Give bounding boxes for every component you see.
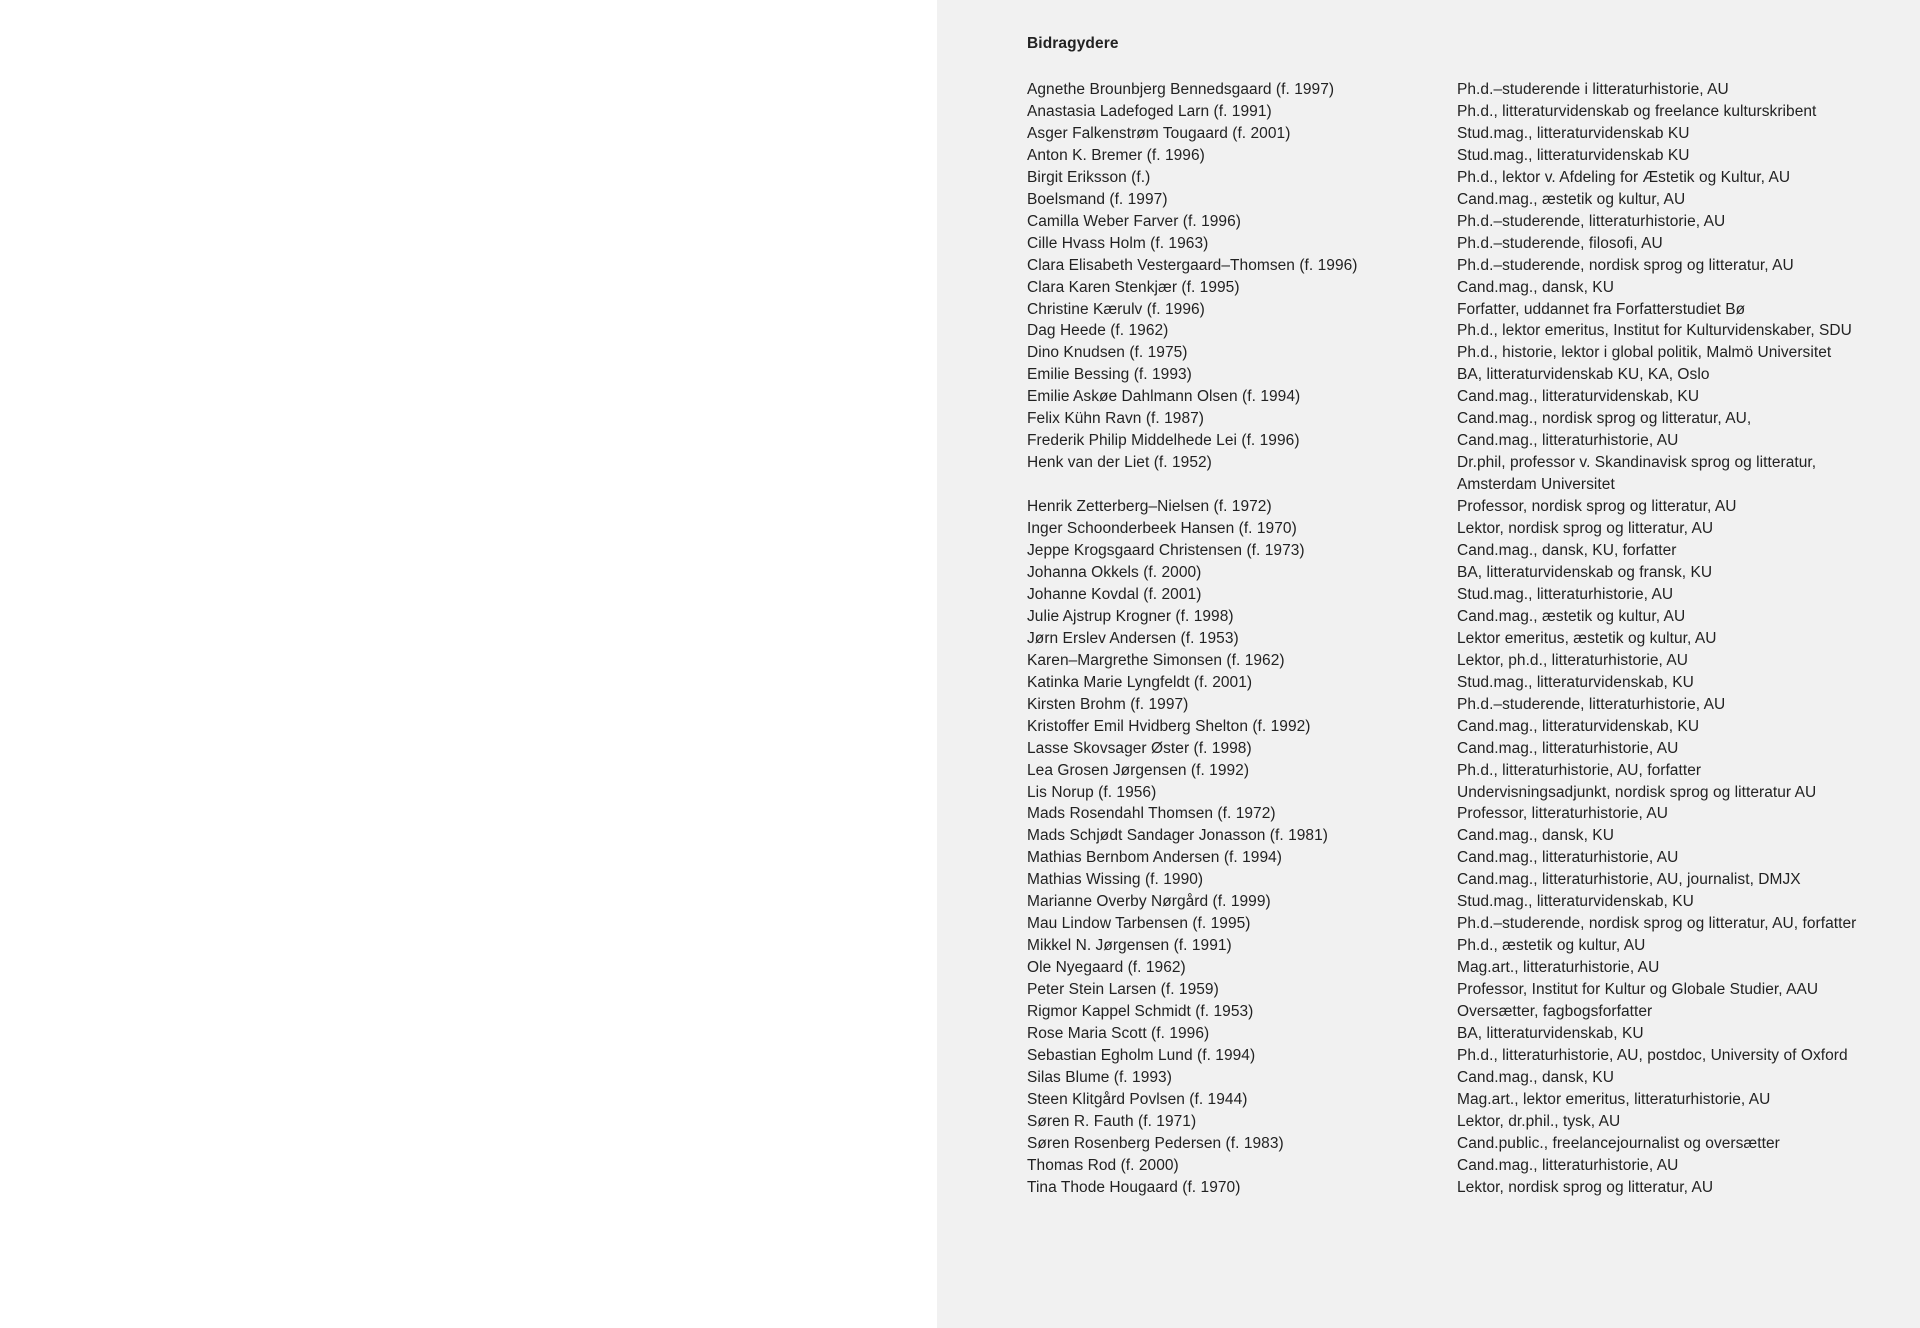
contributor-name: Lasse Skovsager Øster (f. 1998)	[1027, 739, 1252, 757]
left-page-blank	[0, 0, 937, 1328]
contributor-row	[1027, 299, 1907, 321]
contributor-row	[1027, 847, 1907, 869]
contributor-name: Lis Norup (f. 1956)	[1027, 783, 1157, 801]
contributor-description: BA, litteraturvidenskab KU, KA, Oslo	[1457, 366, 1710, 384]
contributor-row	[1027, 1023, 1907, 1045]
contributor-row	[1027, 320, 1907, 342]
contributor-name: Kristoffer Emil Hvidberg Shelton (f. 1992)	[1027, 717, 1311, 735]
contributor-description: Stud.mag., litteraturvidenskab KU	[1457, 124, 1690, 142]
contributor-name: Mads Schjødt Sandager Jonasson (f. 1981)	[1027, 827, 1328, 845]
contributor-name: Jørn Erslev Andersen (f. 1953)	[1027, 629, 1239, 647]
contributor-description: Cand.mag., litteraturhistorie, AU, journalist, DMJX	[1457, 871, 1801, 889]
contributor-row	[1027, 452, 1907, 496]
contributor-row	[1027, 760, 1907, 782]
contributor-name: Mads Rosendahl Thomsen (f. 1972)	[1027, 805, 1276, 823]
contributor-description: Ph.d., æstetik og kultur, AU	[1457, 937, 1646, 955]
contributor-name: Cille Hvass Holm (f. 1963)	[1027, 234, 1209, 252]
contributor-description: Cand.mag., litteraturhistorie, AU	[1457, 432, 1679, 450]
contributor-row	[1027, 1045, 1907, 1067]
contributor-description: Cand.mag., litteraturvidenskab, KU	[1457, 717, 1700, 735]
contributor-list	[1027, 79, 1907, 1199]
contributor-row	[1027, 189, 1907, 211]
contributor-name: Marianne Overby Nørgård (f. 1999)	[1027, 893, 1271, 911]
contributor-name: Julie Ajstrup Krogner (f. 1998)	[1027, 607, 1234, 625]
contributor-description: Lektor, nordisk sprog og litteratur, AU	[1457, 1178, 1714, 1196]
contributor-row	[1027, 803, 1907, 825]
contributor-name: Dino Knudsen (f. 1975)	[1027, 344, 1188, 362]
contributor-description: Ph.d.–studerende, nordisk sprog og litteratur, AU, forfatter	[1457, 915, 1857, 933]
contributor-description: Cand.mag., dansk, KU	[1457, 278, 1614, 296]
contributor-name: Mikkel N. Jørgensen (f. 1991)	[1027, 937, 1232, 955]
contributor-description: Stud.mag., litteraturhistorie, AU	[1457, 585, 1674, 603]
contributor-description: Forfatter, uddannet fra Forfatterstudiet Bø	[1457, 300, 1746, 318]
contributor-name: Karen–Margrethe Simonsen (f. 1962)	[1027, 651, 1285, 669]
contributor-description: Ph.d., lektor emeritus, Institut for Kulturvidenskaber, SDU	[1457, 322, 1852, 340]
contributor-description: BA, litteraturvidenskab, KU	[1457, 1024, 1644, 1042]
contributor-description: Ph.d.–studerende, nordisk sprog og litteratur, AU	[1457, 256, 1794, 274]
contributor-description: Lektor, nordisk sprog og litteratur, AU	[1457, 520, 1714, 538]
contributor-description: Cand.mag., dansk, KU, forfatter	[1457, 542, 1677, 560]
contributor-description: Cand.mag., litteraturhistorie, AU	[1457, 1156, 1679, 1174]
contributor-row	[1027, 167, 1907, 189]
contributor-description: Professor, nordisk sprog og litteratur, AU	[1457, 498, 1737, 516]
contributor-row	[1027, 825, 1907, 847]
contributor-row	[1027, 364, 1907, 386]
contributor-name: Kirsten Brohm (f. 1997)	[1027, 695, 1189, 713]
contributor-description: Lektor emeritus, æstetik og kultur, AU	[1457, 629, 1717, 647]
contributor-row	[1027, 255, 1907, 277]
contributor-description: Stud.mag., litteraturvidenskab, KU	[1457, 673, 1694, 691]
contributor-description: Dr.phil, professor v. Skandinavisk sprog og litteratur, Amsterdam Universitet	[1457, 454, 1817, 494]
contributor-description: Stud.mag., litteraturvidenskab KU	[1457, 146, 1690, 164]
contributor-row	[1027, 408, 1907, 430]
contributor-row	[1027, 1001, 1907, 1023]
contributor-row	[1027, 672, 1907, 694]
contributor-name: Peter Stein Larsen (f. 1959)	[1027, 981, 1219, 999]
contributor-description: Cand.mag., dansk, KU	[1457, 1068, 1614, 1086]
contributor-description: Ph.d., historie, lektor i global politik, Malmö Universitet	[1457, 344, 1832, 362]
contributor-name: Asger Falkenstrøm Tougaard (f. 2001)	[1027, 124, 1291, 142]
contributor-description: Cand.mag., litteraturhistorie, AU	[1457, 739, 1679, 757]
contributor-row	[1027, 145, 1907, 167]
contributor-row	[1027, 518, 1907, 540]
contributor-name: Søren Rosenberg Pedersen (f. 1983)	[1027, 1134, 1284, 1152]
contributor-name: Jeppe Krogsgaard Christensen (f. 1973)	[1027, 542, 1305, 560]
contributor-name: Mau Lindow Tarbensen (f. 1995)	[1027, 915, 1251, 933]
contributor-name: Mathias Bernbom Andersen (f. 1994)	[1027, 849, 1283, 867]
contributor-description: Mag.art., lektor emeritus, litteraturhistorie, AU	[1457, 1090, 1771, 1108]
contributor-name: Anton K. Bremer (f. 1996)	[1027, 146, 1205, 164]
contributor-row	[1027, 562, 1907, 584]
contributor-description: Cand.mag., æstetik og kultur, AU	[1457, 190, 1686, 208]
contributor-description: Ph.d., litteraturhistorie, AU, postdoc, University of Oxford	[1457, 1046, 1848, 1064]
contributor-name: Dag Heede (f. 1962)	[1027, 322, 1169, 340]
contributor-name: Clara Elisabeth Vestergaard–Thomsen (f. 1996)	[1027, 256, 1358, 274]
contributor-description: Cand.mag., litteraturhistorie, AU	[1457, 849, 1679, 867]
contributor-description: Cand.mag., litteraturvidenskab, KU	[1457, 388, 1700, 406]
contributor-description: Cand.mag., dansk, KU	[1457, 827, 1614, 845]
contributor-name: Thomas Rod (f. 2000)	[1027, 1156, 1179, 1174]
contributor-row	[1027, 1155, 1907, 1177]
contributor-row	[1027, 430, 1907, 452]
contributor-row	[1027, 957, 1907, 979]
contributor-description: Cand.mag., æstetik og kultur, AU	[1457, 607, 1686, 625]
contributor-description: Undervisningsadjunkt, nordisk sprog og litteratur AU	[1457, 783, 1817, 801]
contributor-row	[1027, 211, 1907, 233]
contributor-row	[1027, 540, 1907, 562]
contributor-name: Rose Maria Scott (f. 1996)	[1027, 1024, 1210, 1042]
contributor-row	[1027, 496, 1907, 518]
contributor-name: Henk van der Liet (f. 1952)	[1027, 454, 1212, 472]
contributor-name: Clara Karen Stenkjær (f. 1995)	[1027, 278, 1240, 296]
contributor-description: Oversætter, fagbogsforfatter	[1457, 1003, 1653, 1021]
contributor-name: Rigmor Kappel Schmidt (f. 1953)	[1027, 1003, 1254, 1021]
contributor-description: Ph.d., litteraturhistorie, AU, forfatter	[1457, 761, 1702, 779]
contributor-row	[1027, 123, 1907, 145]
contributor-description: Ph.d.–studerende, filosofi, AU	[1457, 234, 1663, 252]
contributor-row	[1027, 584, 1907, 606]
contributor-name: Birgit Eriksson (f.)	[1027, 168, 1151, 186]
contributor-name: Lea Grosen Jørgensen (f. 1992)	[1027, 761, 1250, 779]
contributor-name: Christine Kærulv (f. 1996)	[1027, 300, 1205, 318]
contributor-name: Tina Thode Hougaard (f. 1970)	[1027, 1178, 1241, 1196]
contributor-description: Lektor, dr.phil., tysk, AU	[1457, 1112, 1621, 1130]
contributor-row	[1027, 979, 1907, 1001]
contributor-row	[1027, 233, 1907, 255]
contributor-row	[1027, 891, 1907, 913]
contributor-name: Steen Klitgård Povlsen (f. 1944)	[1027, 1090, 1248, 1108]
contributor-name: Henrik Zetterberg–Nielsen (f. 1972)	[1027, 498, 1272, 516]
contributor-row	[1027, 1133, 1907, 1155]
contributor-name: Felix Kühn Ravn (f. 1987)	[1027, 410, 1205, 428]
contributor-description: Ph.d.–studerende, litteraturhistorie, AU	[1457, 695, 1726, 713]
contributor-row	[1027, 738, 1907, 760]
contributor-name: Boelsmand (f. 1997)	[1027, 190, 1168, 208]
contributor-name: Emilie Bessing (f. 1993)	[1027, 366, 1192, 384]
contributor-description: BA, litteraturvidenskab og fransk, KU	[1457, 563, 1713, 581]
contributor-name: Silas Blume (f. 1993)	[1027, 1068, 1172, 1086]
page-heading: Bidragydere	[1027, 35, 1119, 52]
contributor-name: Agnethe Brounbjerg Bennedsgaard (f. 1997)	[1027, 81, 1335, 98]
contributor-description: Ph.d.–studerende, litteraturhistorie, AU	[1457, 212, 1726, 230]
contributor-row	[1027, 101, 1907, 123]
contributor-row	[1027, 342, 1907, 364]
contributor-row	[1027, 716, 1907, 738]
contributor-description: Ph.d.–studerende i litteraturhistorie, AU	[1457, 81, 1729, 98]
contributor-row	[1027, 1067, 1907, 1089]
contributor-name: Søren R. Fauth (f. 1971)	[1027, 1112, 1197, 1130]
contributor-description: Cand.mag., nordisk sprog og litteratur, AU,	[1457, 410, 1752, 428]
contributor-description: Mag.art., litteraturhistorie, AU	[1457, 959, 1660, 977]
contributor-name: Ole Nyegaard (f. 1962)	[1027, 959, 1186, 977]
contributor-name: Mathias Wissing (f. 1990)	[1027, 871, 1204, 889]
contributor-row	[1027, 386, 1907, 408]
contributor-name: Katinka Marie Lyngfeldt (f. 2001)	[1027, 673, 1253, 691]
contributor-row	[1027, 694, 1907, 716]
contributor-name: Johanne Kovdal (f. 2001)	[1027, 585, 1202, 603]
contributor-description: Ph.d., litteraturvidenskab og freelance kulturskribent	[1457, 102, 1817, 120]
contributor-row	[1027, 277, 1907, 299]
contributor-row	[1027, 1177, 1907, 1199]
contributor-name: Anastasia Ladefoged Larn (f. 1991)	[1027, 102, 1272, 120]
contributor-description: Professor, litteraturhistorie, AU	[1457, 805, 1668, 823]
contributor-name: Johanna Okkels (f. 2000)	[1027, 563, 1202, 581]
contributor-row	[1027, 1089, 1907, 1111]
contributor-description: Stud.mag., litteraturvidenskab, KU	[1457, 893, 1694, 911]
contributor-row	[1027, 1111, 1907, 1133]
right-page	[937, 0, 1920, 1328]
contributor-name: Frederik Philip Middelhede Lei (f. 1996)	[1027, 432, 1300, 450]
contributor-description: Lektor, ph.d., litteraturhistorie, AU	[1457, 651, 1689, 669]
contributor-row	[1027, 650, 1907, 672]
contributor-row	[1027, 935, 1907, 957]
contributor-row	[1027, 913, 1907, 935]
contributor-name: Inger Schoonderbeek Hansen (f. 1970)	[1027, 520, 1297, 538]
contributor-description: Cand.public., freelancejournalist og oversætter	[1457, 1134, 1780, 1152]
contributor-row	[1027, 606, 1907, 628]
contributor-description: Professor, Institut for Kultur og Globale Studier, AAU	[1457, 981, 1819, 999]
contributor-name: Camilla Weber Farver (f. 1996)	[1027, 212, 1241, 230]
contributor-row	[1027, 869, 1907, 891]
contributor-name: Sebastian Egholm Lund (f. 1994)	[1027, 1046, 1256, 1064]
contributor-row	[1027, 782, 1907, 804]
contributor-name: Emilie Askøe Dahlmann Olsen (f. 1994)	[1027, 388, 1301, 406]
contributor-description: Ph.d., lektor v. Afdeling for Æstetik og Kultur, AU	[1457, 168, 1791, 186]
contributor-row	[1027, 79, 1907, 101]
contributor-row	[1027, 628, 1907, 650]
